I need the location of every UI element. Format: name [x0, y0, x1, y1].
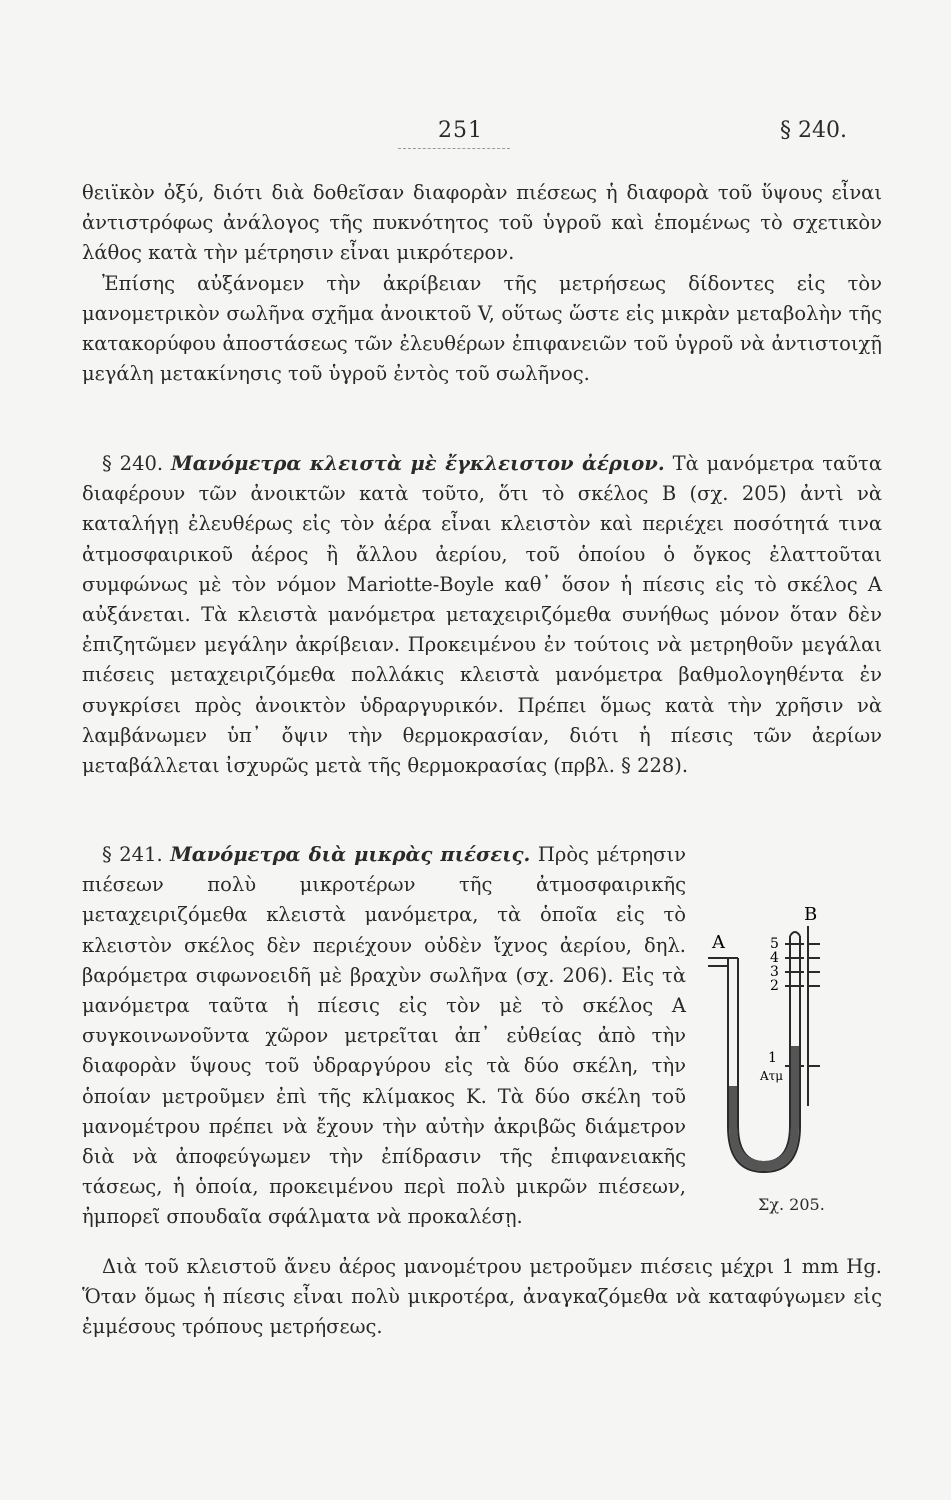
scale-label-2: 2: [770, 978, 779, 994]
closing-text: [82, 1252, 882, 1343]
paragraph: Διὰ τοῦ κλειστοῦ ἄνευ ἀέρος μανομέτρου μετροῦμεν πιέσεις μέχρι 1 mm Hg. Ὅταν ὅμως ἡ πίεσις εἶναι πολὺ μικροτέρα, ἀναγκαζόμεθα νὰ καταφύγωμεν εἰς ἐμμέσους τρόπους μετρήσεως.: [82, 1255, 882, 1339]
manometer-diagram: [700, 896, 882, 1186]
section-number: § 240.: [102, 452, 164, 475]
section-body: Πρὸς μέτρησιν πιέσεων πολὺ μικροτέρων τῆς ἀτμοσφαιρικῆς μεταχειριζόμεθα κλειστὰ μανόμετρα, τὰ ὁποῖα εἰς τὸ κλειστὸν σκέλος δὲν περιέχουν οὐδὲν ἴχνος ἀερίου, δηλ. βαρόμετρα σιφωνοειδῆ μὲ βραχὺν σωλῆνα (σχ. 206). Εἰς τὰ μανόμετρα ταῦτα ἡ πίεσις εἰς τὸν μὲ τὸ σκέλος A συγκοινωνοῦντα χῶρον μετρεῖται ἀπ᾽ εὐθείας ἀπὸ τὴν διαφορὰν ὕψους τοῦ ὑδραργύρου εἰς τὰ δύο σκέλη, τὴν ὁποίαν μετροῦμεν ἐπὶ τῆς κλίμακος K. Τὰ δύο σκέλη τοῦ μανομέτρου πρέπει νὰ ἔχουν τὴν αὐτὴν ἀκριβῶς διάμετρον διὰ νὰ ἀποφεύγωμεν τὴν ἐπίδρασιν τῆς ἐπιφανειακῆς τάσεως, ἡ ὁποία, προκειμένου περὶ πολὺ μικρῶν πιέσεων, ἠμπορεῖ σπουδαῖα σφάλματα νὰ προκαλέσῃ.: [82, 843, 686, 1229]
paragraph: θειϊκὸν ὀξύ, διότι διὰ δοθεῖσαν διαφορὰν πιέσεως ἡ διαφορὰ τοῦ ὕψους εἶναι ἀντιστρόφως ἀνάλογος τῆς πυκνότητος τοῦ ὑγροῦ καὶ ἑπομένως τὸ σχετικὸν λάθος κατὰ τὴν μέτρησιν εἶναι μικρότερον.: [82, 181, 882, 265]
page-header: [0, 118, 951, 148]
label-a: A: [712, 932, 725, 953]
page-number: 251: [438, 118, 483, 143]
section-paragraph: [82, 449, 882, 781]
section-241: [82, 840, 882, 1233]
section-title: Μανόμετρα κλειστὰ μὲ ἔγκλειστον ἀέριον.: [171, 452, 665, 475]
section-240: [82, 449, 882, 781]
intro-text: [82, 178, 882, 389]
section-body: Τὰ μανόμετρα ταῦτα διαφέρουν τῶν ἀνοικτῶν κατὰ τοῦτο, ὅτι τὸ σκέλος B (σχ. 205) ἀντὶ νὰ καταλήγῃ ἐλευθέρως εἰς τὸν ἀέρα εἶναι κλειστὸν καὶ περιέχει ποσότητά τινα ἀτμοσφαιρικοῦ ἀέρος ἢ ἄλλου ἀερίου, τοῦ ὁποίου ὁ ὄγκος ἐλαττοῦται συμφώνως μὲ τὸν νόμον Mariotte-Boyle καθ᾽ ὅσον ἡ πίεσις εἰς τὸ σκέλος A αὐξάνεται. Τὰ κλειστὰ μανόμετρα μεταχειριζόμεθα συνήθως μόνον ὅταν δὲν ἐπιζητῶμεν μεγάλην ἀκρίβειαν. Προκειμένου ἐν τούτοις νὰ μετρηθοῦν μεγάλαι πιέσεις μεταχειριζόμεθα πολλάκις κλειστὰ μανόμετρα βαθμολογηθέντα ἐν συγκρίσει πρὸς ἀνοικτὸν ὑδραργυρικόν. Πρέπει ὅμως κατὰ τὴν χρῆσιν νὰ λαμβάνωμεν ὑπ᾽ ὄψιν τὴν θερμοκρασίαν, διότι ἡ πίεσις τῶν ἀερίων μεταβάλλεται ἰσχυρῶς μετὰ τῆς θερμοκρασίας (πρβλ. § 228).: [82, 452, 882, 778]
figure-caption: Σχ. 205.: [758, 1195, 825, 1214]
section-title: Μανόμετρα διὰ μικρὰς πιέσεις.: [170, 843, 531, 866]
scale-label-3: 3: [770, 964, 779, 980]
atm-label: Ατμ: [760, 1069, 784, 1083]
scale-label-4: 4: [770, 950, 779, 966]
section-number: § 241.: [102, 843, 163, 866]
running-section-mark: § 240.: [780, 118, 847, 143]
header-rule: [398, 148, 510, 149]
scale-label-5: 5: [770, 936, 779, 952]
figure-205: [700, 896, 882, 1226]
paragraph: Ἐπίσης αὐξάνομεν τὴν ἀκρίβειαν τῆς μετρήσεως δίδοντες εἰς τὸν μανομετρικὸν σωλῆνα σχῆμα ἀνοικτοῦ V, οὕτως ὥστε εἰς μικρὰν μεταβολὴν τῆς κατακορύφου ἀποστάσεως τῶν ἐλευθέρων ἐπιφανειῶν τοῦ ὑγροῦ νὰ ἀντιστοιχῇ μεγάλη μετακίνησις τοῦ ὑγροῦ ἐντὸς τοῦ σωλῆνος.: [82, 271, 882, 386]
scale-label-1: 1: [768, 1050, 777, 1066]
label-b: B: [804, 904, 818, 925]
